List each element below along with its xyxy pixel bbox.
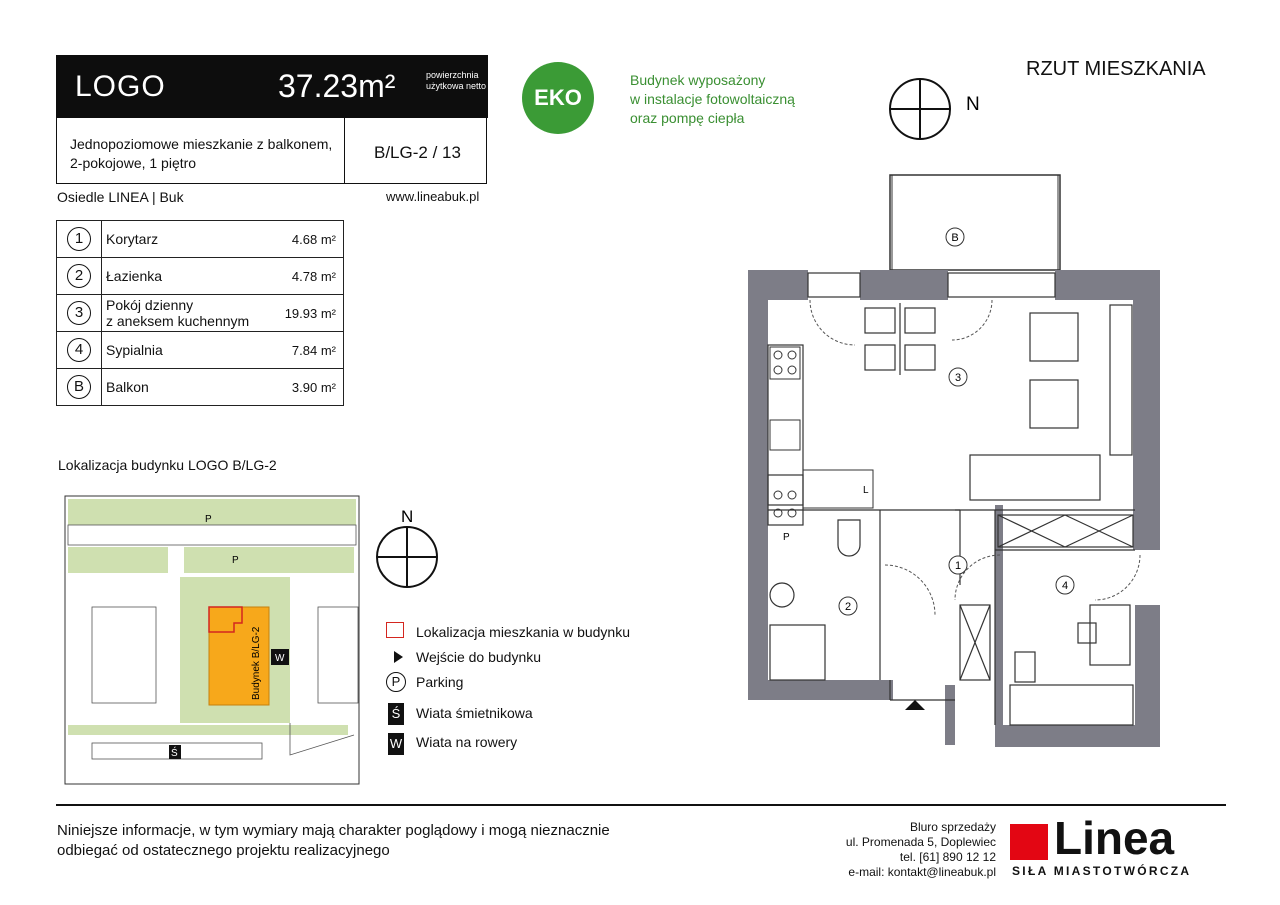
room-name: Korytarz — [102, 221, 257, 258]
logo-wordmark: Linea — [1054, 812, 1175, 864]
area-label: powierzchnia użytkowa netto — [426, 70, 487, 91]
plan-title: RZUT MIESZKANIA — [1026, 58, 1206, 80]
location-north-label: N — [401, 507, 414, 526]
room-area: 19.93 m² — [256, 295, 344, 332]
office-address: ul. Promenada 5, Doplewiec — [845, 835, 996, 849]
bed — [1010, 685, 1133, 725]
kitchen-counter — [768, 345, 803, 505]
fixture-p-label: P — [783, 532, 790, 543]
room-number: 1 — [67, 227, 91, 251]
logo: LOGO — [75, 70, 166, 103]
apartment-location-icon — [386, 622, 404, 638]
disclaimer-line-1: Niniejsze informacje, w tym wymiary mają charakter poglądowy i mogą nieznacznie — [57, 822, 610, 839]
site-map — [64, 495, 364, 787]
room-name: Sypialnia — [102, 332, 257, 369]
room-number-cell — [57, 295, 102, 332]
disclaimer — [57, 821, 657, 861]
toilet — [838, 520, 860, 556]
apartment-area: 37.23m² — [278, 68, 396, 104]
eko-badge: EKO — [522, 62, 594, 134]
office-phone[interactable]: tel. [61] 890 12 12 — [899, 850, 996, 864]
coffee-table — [1030, 380, 1078, 428]
location-title: Lokalizacja budynku LOGO B/LG-2 — [58, 457, 277, 473]
room-name: Łazienka — [102, 258, 257, 295]
legend-apartment-location: Lokalizacja mieszkania w budynku — [416, 624, 630, 640]
map-waste-icon: Ś — [171, 748, 178, 759]
room-label-1: 1 — [954, 560, 962, 572]
room-number: 4 — [67, 338, 91, 362]
room-name: Pokój dzienny z aneksem kuchennym — [102, 295, 257, 332]
estate-name: Osiedle LINEA | Buk — [57, 189, 184, 205]
unit-code: B/LG-2 / 13 — [374, 143, 461, 162]
room-label-4: 4 — [1061, 580, 1069, 592]
website-link[interactable]: www.lineabuk.pl — [386, 189, 480, 204]
wardrobe — [998, 515, 1133, 547]
north-label: N — [966, 94, 980, 115]
header-divider — [344, 118, 345, 184]
room-row — [57, 332, 344, 369]
room-row — [57, 295, 344, 332]
room-label-2: 2 — [844, 601, 852, 613]
compass-icon — [888, 76, 988, 142]
map-building-label: Budynek B/LG-2 — [251, 626, 262, 700]
room-number-cell — [57, 221, 102, 258]
location-compass-icon — [374, 502, 444, 588]
legend-waste: Wiata śmietnikowa — [416, 705, 533, 721]
room-number-cell — [57, 369, 102, 406]
room-row — [57, 258, 344, 295]
logo-tagline: SIŁA MIASTOTWÓRCZA — [1012, 864, 1192, 878]
sales-office — [830, 820, 996, 880]
room-area: 3.90 m² — [256, 369, 344, 406]
dining-table — [865, 303, 935, 375]
room-name: Balkon — [102, 369, 257, 406]
office-title: Bluro sprzedaży — [909, 820, 996, 834]
floor-plan — [740, 165, 1170, 755]
armchair — [1030, 313, 1078, 361]
room-number: 2 — [67, 264, 91, 288]
rooms-table — [56, 220, 344, 406]
eko-line-1: Budynek wyposażony — [630, 72, 766, 88]
logo-red-square — [1010, 824, 1048, 860]
room-area: 7.84 m² — [256, 332, 344, 369]
legend-parking: Parking — [416, 674, 464, 690]
room-number: B — [67, 375, 91, 399]
sofa — [970, 455, 1100, 500]
legend-bikes: Wiata na rowery — [416, 734, 518, 750]
room-label-b: B — [951, 232, 959, 244]
tv-cabinet — [1110, 305, 1132, 455]
footer-divider — [56, 804, 1226, 806]
sink — [770, 583, 794, 607]
entrance-icon — [905, 700, 925, 710]
room-row — [57, 221, 344, 258]
balcony — [890, 175, 1060, 270]
room-number: 3 — [67, 301, 91, 325]
map-parking-label-1: P — [205, 514, 212, 525]
waste-icon: Ś — [388, 703, 404, 725]
disclaimer-line-2: odbiegać od ostatecznego projektu realizacyjnego — [57, 842, 390, 859]
office-email[interactable]: e-mail: kontakt@lineabuk.pl — [848, 865, 996, 879]
bike-icon: W — [388, 733, 404, 755]
fixture-l-label: L — [863, 485, 869, 496]
room-area: 4.68 m² — [256, 221, 344, 258]
room-area: 4.78 m² — [256, 258, 344, 295]
legend-entrance: Wejście do budynku — [416, 649, 542, 665]
room-row — [57, 369, 344, 406]
room-number-cell — [57, 332, 102, 369]
eko-line-2: w instalacje fotowoltaiczną — [630, 91, 795, 107]
eko-description — [630, 71, 850, 128]
map-bike-icon: W — [275, 653, 285, 664]
apartment-description: Jednopoziomowe mieszkanie z balkonem, 2-pokojowe, 1 piętro — [70, 136, 333, 171]
room-label-3: 3 — [954, 372, 962, 384]
shower — [770, 625, 825, 680]
room-number-cell — [57, 258, 102, 295]
parking-icon: P — [386, 672, 406, 692]
map-parking-label-2: P — [232, 555, 239, 566]
eko-line-3: oraz pompę ciepła — [630, 110, 745, 126]
entrance-arrow-icon — [392, 650, 404, 664]
